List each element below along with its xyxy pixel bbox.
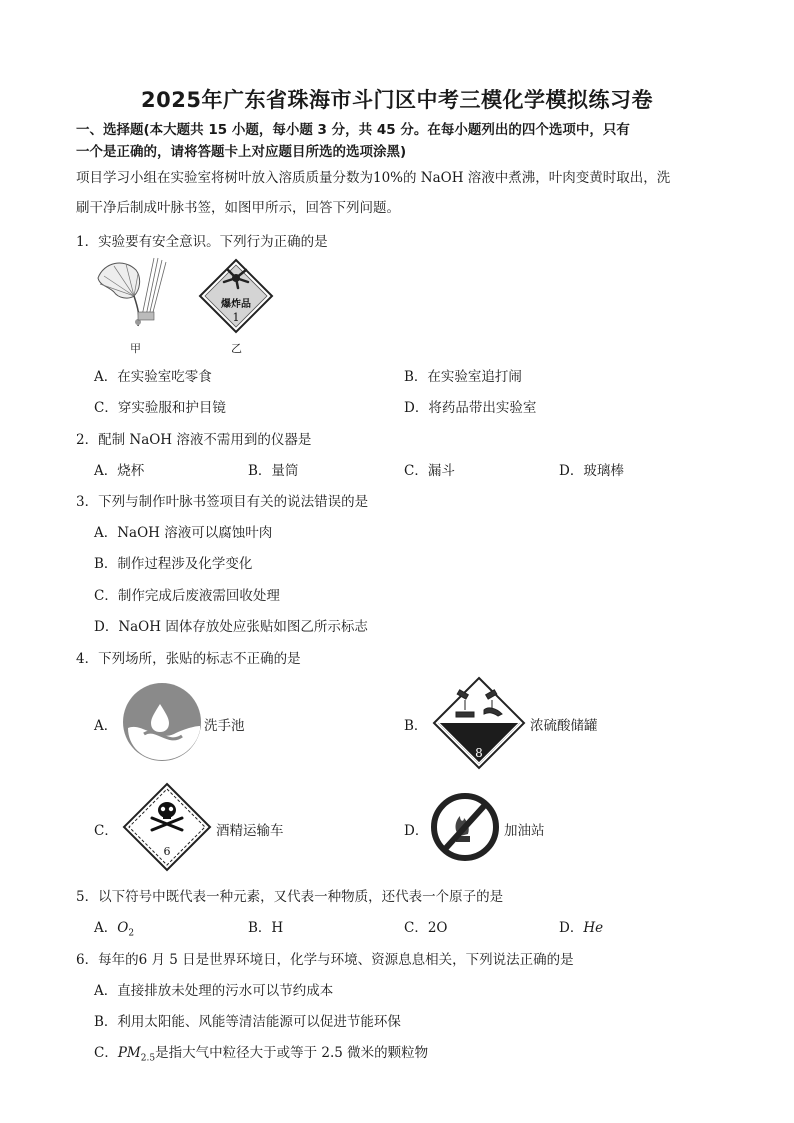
section-heading-line-1: 一、选择题(本大题共 15 小题，每小题 3 分，共 45 分。在每小题列出的四个选项中，只有: [76, 122, 630, 138]
q5-stem: 5．以下符号中既代表一种元素，又代表一种物质，还代表一个原子的是: [76, 889, 504, 905]
q4-option-c-text: 酒精运输车: [216, 823, 284, 839]
q6-option-c-symbol: PM: [117, 1045, 141, 1061]
q4-option-b-letter[interactable]: B．: [404, 718, 428, 734]
q1-stem: 1．实验要有安全意识。下列行为正确的是: [76, 234, 328, 250]
q5-option-a[interactable]: [94, 916, 134, 939]
figure-caption-a: 甲: [130, 342, 141, 355]
water-saving-sign-icon[interactable]: [122, 682, 202, 762]
q4-stem: 4．下列场所，张贴的标志不正确的是: [76, 651, 301, 667]
q3-stem: 3．下列与制作叶脉书签项目有关的说法错误的是: [76, 494, 369, 510]
corrosive-sign-number: 8: [475, 746, 483, 760]
q4-option-a-text: 洗手池: [204, 718, 245, 734]
explosive-sign-number: 1: [232, 311, 240, 324]
q6-option-b[interactable]: B．利用太阳能、风能等清洁能源可以促进节能环保: [94, 1014, 401, 1030]
q2-option-c[interactable]: C．漏斗: [404, 463, 455, 479]
q2-stem: 2．配制 NaOH 溶液不需用到的仪器是: [76, 432, 312, 448]
q6-option-c-text: 是指大气中粒径大于或等于 2.5 微米的颗粒物: [155, 1045, 429, 1061]
q5-option-a-label: A．: [94, 920, 118, 936]
q4-option-d-text: 加油站: [504, 823, 545, 839]
q5-option-a-subscript: 2: [128, 928, 135, 939]
q2-option-d[interactable]: D．玻璃棒: [559, 463, 624, 479]
q1-option-b[interactable]: B．在实验室追打闹: [404, 369, 522, 385]
q4-option-a-letter[interactable]: A．: [94, 718, 118, 734]
q6-option-c-subscript: 2.5: [140, 1053, 156, 1064]
q1-option-d[interactable]: D．将药品带出实验室: [404, 400, 537, 416]
q6-option-c-label: C．: [94, 1045, 118, 1061]
q6-stem: 6．每年的6 月 5 日是世界环境日，化学与环境、资源息息相关，下列说法正确的是: [76, 952, 574, 968]
q5-option-d-symbol: He: [583, 920, 604, 936]
q4-option-c-letter[interactable]: C．: [94, 823, 118, 839]
corrosive-sign-icon[interactable]: [432, 676, 526, 770]
figure-caption-b: 乙: [231, 342, 242, 355]
q3-option-a[interactable]: A．NaOH 溶液可以腐蚀叶肉: [94, 525, 273, 541]
q1-option-c[interactable]: C．穿实验服和护目镜: [94, 400, 226, 416]
intro-line-2: 刷干净后制成叶脉书签，如图甲所示，回答下列问题。: [76, 200, 400, 216]
q5-option-c[interactable]: C．2O: [404, 920, 448, 936]
page-title: 2025年广东省珠海市斗门区中考三模化学模拟练习卷: [141, 88, 653, 112]
no-fire-sign-icon[interactable]: [430, 792, 500, 862]
explosive-sign-icon: [198, 258, 274, 334]
q5-option-d[interactable]: [559, 916, 603, 936]
q2-option-a[interactable]: A．烧杯: [94, 463, 145, 479]
q1-option-a[interactable]: A．在实验室吃零食: [94, 369, 212, 385]
q3-option-c[interactable]: C．制作完成后废液需回收处理: [94, 588, 280, 604]
toxic-sign-icon[interactable]: [122, 782, 212, 872]
q5-option-d-label: D．: [559, 920, 584, 936]
q5-option-a-symbol: O: [117, 920, 129, 936]
q3-option-d[interactable]: D．NaOH 固体存放处应张贴如图乙所示标志: [94, 619, 368, 635]
q5-option-b[interactable]: B．H: [248, 920, 284, 936]
q4-option-d-letter[interactable]: D．: [404, 823, 429, 839]
toxic-sign-number: 6: [163, 845, 171, 858]
explosive-sign-text: 爆炸品: [221, 299, 251, 310]
q4-option-b-text: 浓硫酸储罐: [530, 718, 598, 734]
section-heading-line-2: 一个是正确的，请将答题卡上对应题目所选的选项涂黑): [76, 144, 407, 160]
intro-line-1: 项目学习小组在实验室将树叶放入溶质质量分数为10%的 NaOH 溶液中煮沸，叶肉变黄时取出，洗: [76, 170, 671, 186]
q6-option-a[interactable]: A．直接排放未处理的污水可以节约成本: [94, 983, 334, 999]
leaf-bookmark-icon: [94, 256, 174, 332]
q6-option-c[interactable]: [94, 1041, 428, 1064]
q2-option-b[interactable]: B．量筒: [248, 463, 299, 479]
q3-option-b[interactable]: B．制作过程涉及化学变化: [94, 556, 253, 572]
